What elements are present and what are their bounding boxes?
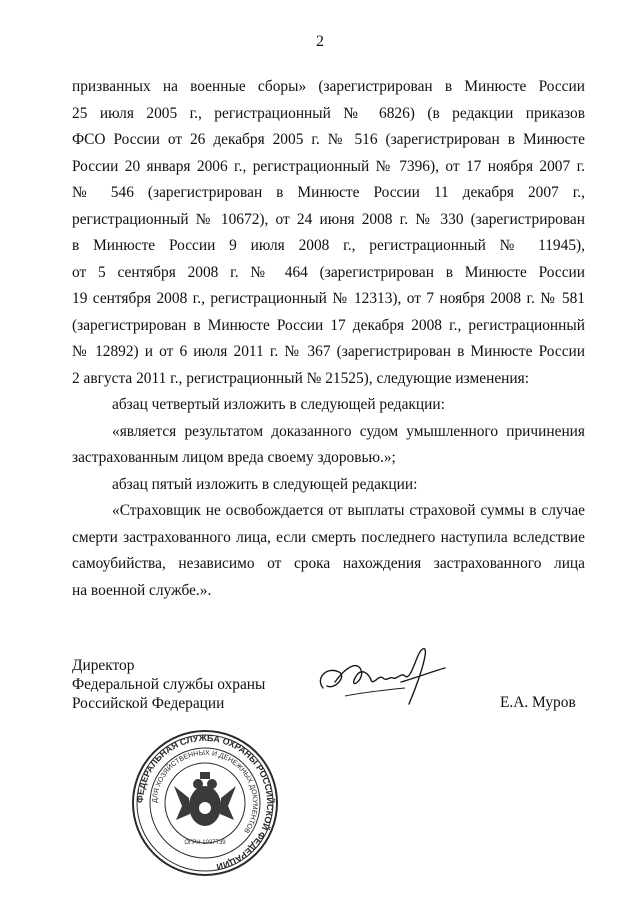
signatory-title-line: Директор [72,657,135,674]
signatory-title-line: Российской Федерации [72,695,225,712]
signatory-title [72,656,265,713]
text-line: «Страховщик не освобождается от выплаты страховой суммы в случае [112,502,585,519]
page-number: 2 [316,33,324,50]
text-line: регистрационный № 10672), от 24 июня 2008 г. № 330 (зарегистрирован [72,210,585,228]
text-line: № 546 (зарегистрирован в Минюсте России 11 декабря 2007 г., [72,184,585,201]
text-line: ФСО России от 26 декабря 2005 г. № 516 (зарегистрирован в Минюсте [72,131,585,148]
text-line: «является результатом доказанного судом умышленного причинения [112,422,585,440]
text-line: абзац четвертый изложить в следующей редакции: [112,396,445,413]
signatory-name: Е.А. Муров [500,694,576,711]
text-line: (зарегистрирован в Минюсте России 17 декабря 2008 г., регистрационный [72,316,585,334]
eagle-emblem-icon [174,772,236,826]
signatory-title-line: Федеральной службы охраны [72,676,266,693]
official-seal [130,728,280,878]
body-text [72,74,585,604]
handwritten-signature [305,638,455,718]
text-line: 19 сентября 2008 г., регистрационный № 12313), от 7 ноября 2008 г. № 581 [72,290,585,307]
text-line: призванных на военные сборы» (зарегистрирован в Минюсте России [72,78,585,95]
svg-text:ОГРН 1037739: ОГРН 1037739 [184,840,226,846]
text-line: 25 июля 2005 г., регистрационный № 6826) (в редакции приказов [72,104,585,122]
text-line: на военной службе.». [72,581,212,599]
text-line: от 5 сентября 2008 г. № 464 (зарегистрирован в Минюсте России [72,263,585,281]
text-line: смерти застрахованного лица, если смерть последнего наступила вследствие [72,528,585,546]
svg-text:ФЕДЕРАЛЬНАЯ СЛУЖБА ОХРАНЫ РОСС: ФЕДЕРАЛЬНАЯ СЛУЖБА ОХРАНЫ РОССИЙСКОЙ ФЕДЕРАЦИИ [134,732,276,872]
text-line: застрахованным лицом вреда своему здоровью.»; [72,449,396,466]
text-line: № 12892) и от 6 июля 2011 г. № 367 (зарегистрирован в Минюсте России [72,343,585,360]
text-line: России 20 января 2006 г., регистрационный № 7396), от 17 ноября 2007 г. [72,157,585,175]
text-line: 2 августа 2011 г., регистрационный № 21525), следующие изменения: [72,369,529,387]
svg-text:ДЛЯ ХОЗЯЙСТВЕННЫХ И ДЕНЕЖНЫХ Д: ДЛЯ ХОЗЯЙСТВЕННЫХ И ДЕНЕЖНЫХ ДОКУМЕНТОВ [151,749,259,835]
text-line: самоубийства, независимо от срока нахождения застрахованного лица [72,555,585,572]
text-line: в Минюсте России 9 июля 2008 г., регистрационный № 11945), [72,237,585,254]
text-line: абзац пятый изложить в следующей редакции: [112,475,418,493]
